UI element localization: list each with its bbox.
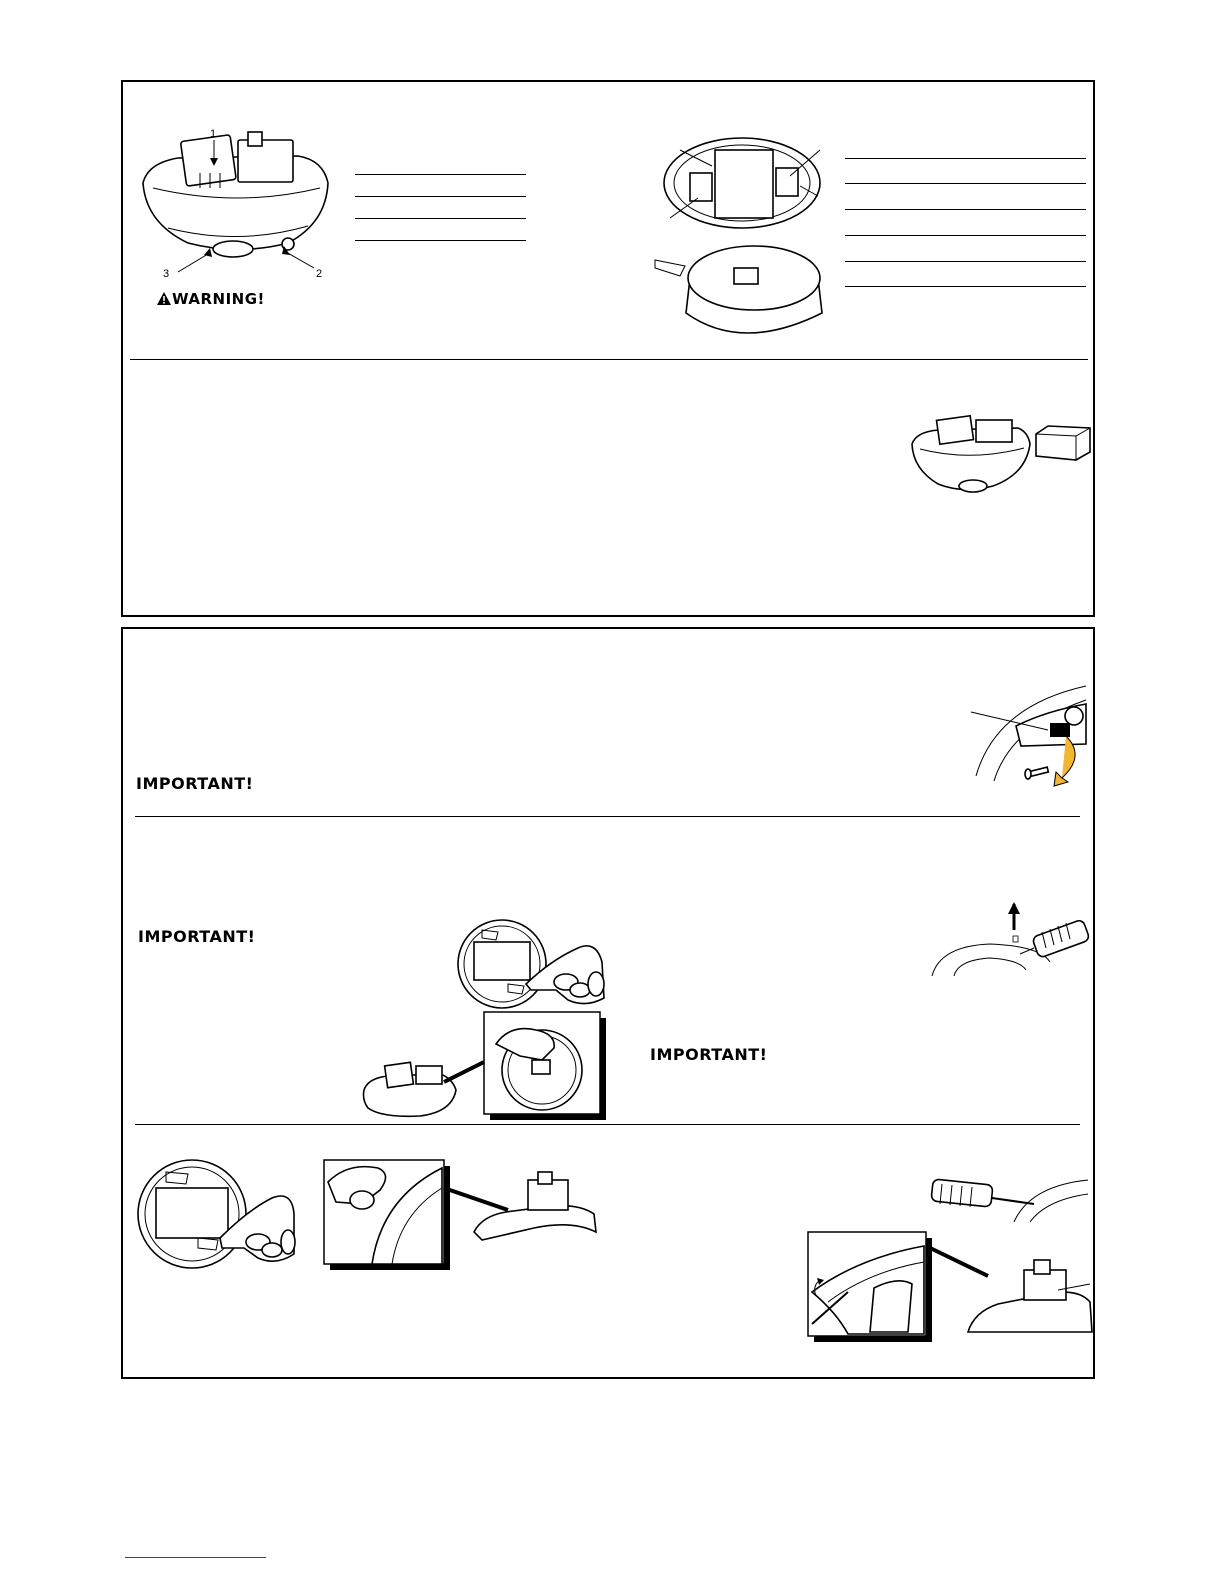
- blank-line: [355, 174, 526, 175]
- base-hand-lower-illustration: [136, 1158, 296, 1272]
- opener-unit-illustration: [138, 128, 338, 278]
- screw-tab-closeup-illustration: [966, 686, 1090, 791]
- important-label-1: IMPORTANT!: [136, 774, 254, 793]
- blank-line: [845, 209, 1086, 210]
- blank-line: [355, 240, 526, 241]
- blank-line: [845, 158, 1086, 159]
- blank-line: [355, 218, 526, 219]
- opener-with-battery-illustration: [908, 414, 1093, 496]
- cover-pry-inset-illustration: [808, 1232, 1094, 1342]
- bottom-section-divider-1: [135, 816, 1080, 817]
- base-and-dome-illustration: [650, 138, 830, 350]
- cover-finger-inset-illustration: [322, 1158, 604, 1270]
- callout-3: 3: [163, 268, 170, 280]
- blank-line: [845, 183, 1086, 184]
- bottom-section-divider-2: [135, 1124, 1080, 1125]
- blank-line: [845, 261, 1086, 262]
- footer-link-underline: [125, 1557, 266, 1558]
- important-label-3: IMPORTANT!: [650, 1045, 768, 1064]
- screwdriver-pry-illustration: [930, 1172, 1090, 1224]
- callout-1: 1: [210, 128, 217, 140]
- screwdriver-dome-illustration: [930, 902, 1090, 978]
- top-section-divider: [130, 359, 1088, 360]
- blank-line: [845, 235, 1086, 236]
- opener-inset-illustration: [360, 1012, 606, 1120]
- base-hand-removal-illustration: [456, 918, 606, 1010]
- callout-2: 2: [316, 268, 323, 280]
- important-label-2: IMPORTANT!: [138, 927, 256, 946]
- warning-label: WARNING!: [172, 290, 265, 308]
- warning-triangle-icon: [157, 292, 171, 305]
- blank-line: [845, 286, 1086, 287]
- blank-line: [355, 196, 526, 197]
